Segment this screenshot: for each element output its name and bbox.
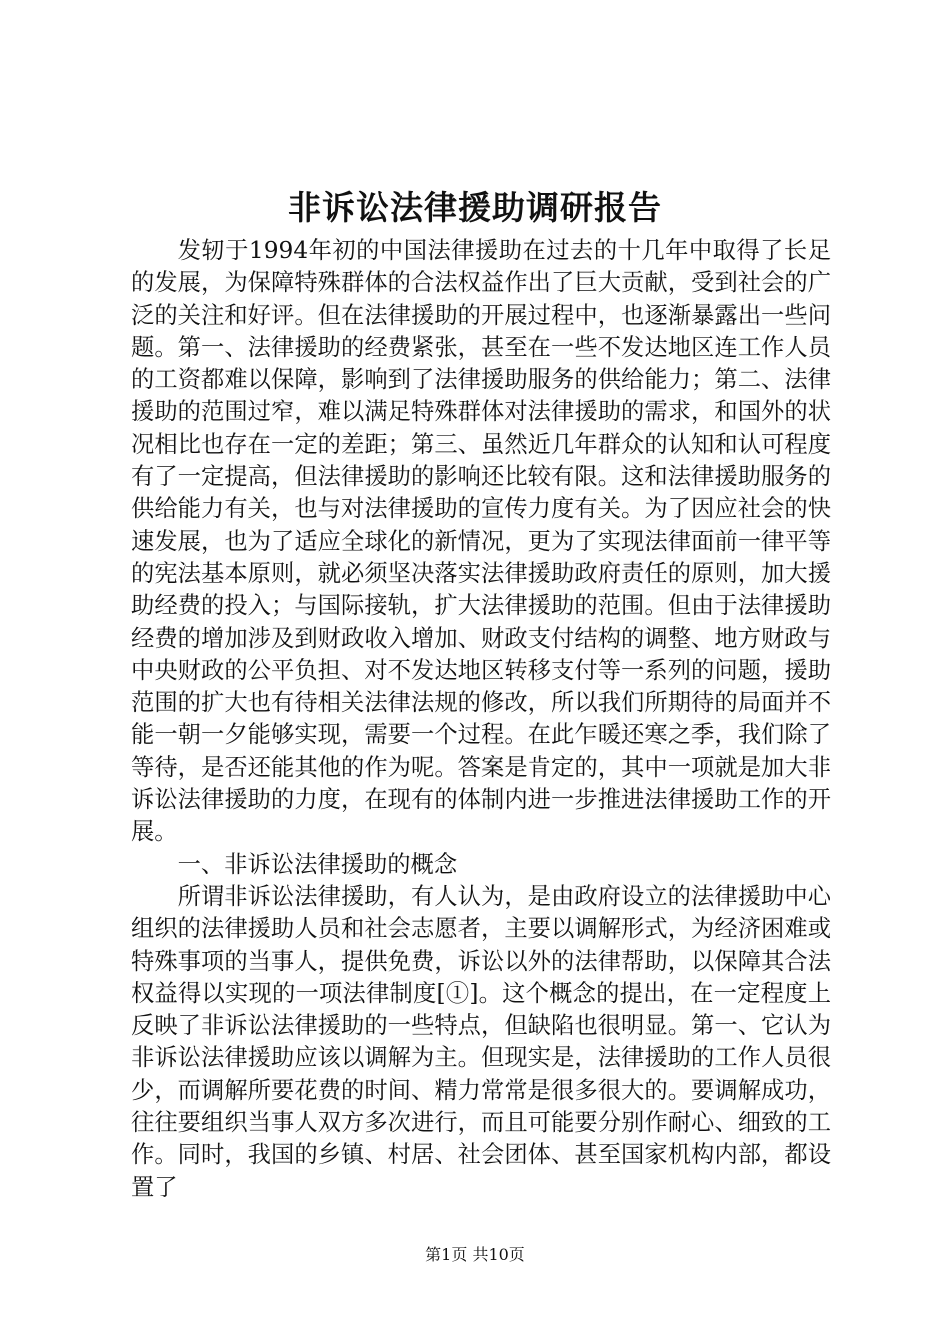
paragraph-intro: 发轫于1994年初的中国法律援助在过去的十几年中取得了长足的发展，为保障特殊群体的合法权益作出了巨大贡献，受到社会的广泛的关注和好评。但在法律援助的开展过程中，也逐渐暴露出一些问题。第一、法律援助的经费紧张，甚至在一些不发达地区连工作人员的工资都难以保障，影响到了法律援助服务的供给能力；第二、法律援助的范围过窄，难以满足特殊群体对法律援助的需求，和国外的状况相比也存在一定的差距；第三、虽然近几年群众的认知和认可程度有了一定提高，但法律援助的影响还比较有限。这和法律援助服务的供给能力有关，也与对法律援助的宣传力度有关。为了因应社会的快速发展，也为了适应全球化的新情况，更为了实现法律面前一律平等的宪法基本原则，就必须坚决落实法律援助政府责任的原则，加大援助经费的投入；与国际接轨，扩大法律援助的范围。但由于法律援助经费的增加涉及到财政收入增加、财政支付结构的调整、地方财政与中央财政的公平负担、对不发达地区转移支付等一系列的问题，援助范围的扩大也有待相关法律法规的修改，所以我们所期待的局面并不能一朝一夕能够实现，需要一个过程。在此乍暖还寒之季，我们除了等待，是否还能其他的作为呢。答案是肯定的，其中一项就是加大非诉讼法律援助的力度，在现有的体制内进一步推进法律援助工作的开展。 (131, 237, 831, 846)
paragraph-concept: 所谓非诉讼法律援助，有人认为，是由政府设立的法律援助中心组织的法律援助人员和社会志愿者，主要以调解形式，为经济困难或特殊事项的当事人，提供免费，诉讼以外的法律帮助，以保障其合法权益得以实现的一项法律制度[①]。这个概念的提出，在一定程度上反映了非诉讼法律援助的一些特点，但缺陷也很明显。第一、它认为非诉讼法律援助应该以调解为主。但现实是，法律援助的工作人员很少，而调解所要花费的时间、精力常常是很多很大的。要调解成功，往往要组织当事人双方多次进行，而且可能要分别作耐心、细致的工作。同时，我国的乡镇、村居、社会团体、甚至国家机构内部，都设置了 (131, 882, 831, 1201)
page-footer: 第1页 共10页 (425, 1245, 525, 1264)
document-title: 非诉讼法律援助调研报告 (288, 188, 662, 227)
document-body (131, 235, 831, 1204)
section-heading: 一、非诉讼法律援助的概念 (177, 850, 458, 878)
